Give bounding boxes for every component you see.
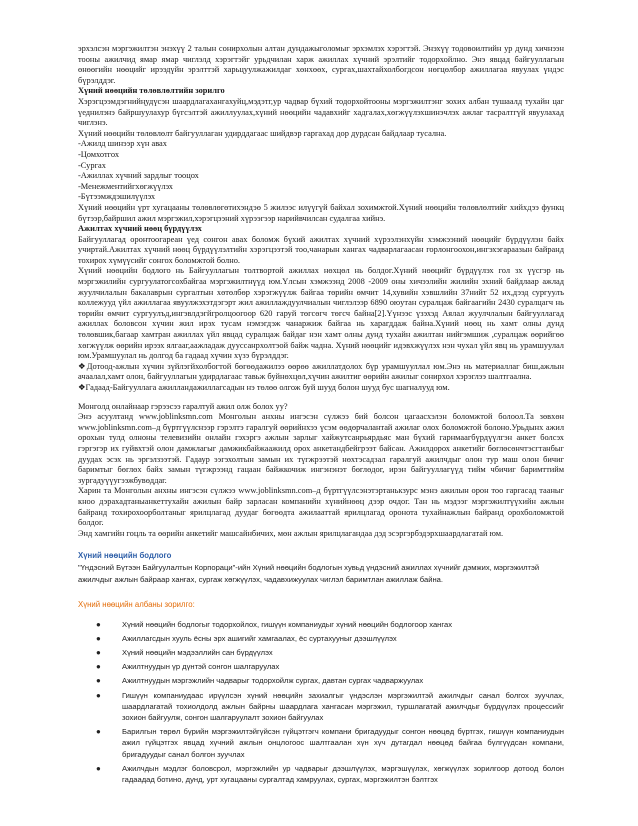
- paragraph-gap: [78, 394, 564, 402]
- list-item-text: Ажилтнуудын үр дүнтэй сонгон шалгаруулах: [122, 662, 280, 672]
- list-item: [96, 633, 564, 644]
- list-item: [96, 690, 564, 724]
- bullet-icon: ●: [96, 676, 101, 686]
- policy-text: "Үндэсний Бүтээн Байгуулалтын Корпораци"-ийн Хүний нөөцийн бодлогын хувьд үндэсний ажиллах хүчнийг дэмжих, мэргэжилтэй ажилчдыг ажлын байраар хангах, сургаж хөгжүүлэх, чадавхижуулах чиглэл баримтлан ажиллаж байна.: [78, 563, 540, 584]
- goals-heading: Хүний нөөцийн албаны зорилго:: [78, 599, 195, 609]
- list-item-text: Ажилтнуудын мэргэжлийн чадварыг тодорхойлж сургах, давтан сургах чадваржуулах: [122, 676, 424, 686]
- paragraph: ❖Дотоод-ажлын хүчин зүйлэгйхолбогтой бөгөөдажилээ өөрөө ажиллатдолох бүр урамшууллал юм.Энэ нь материаллаг биш,ажлын ачаалал,хамт олон, байгууллагын удирдлагаас тавьж буйнөхцөл,хүчин ажилтиг өөрийн ажилыг сонирхол хэрэглээ шалтгаална.: [78, 361, 564, 382]
- paragraph: Энэ асуултанд www.joblinksmn.com Монголын анхны ингэсэн сүлжээ бий болсон цагаасхэлэн боломжтой болоол.Та зөвхөн www.joblinksmn.com–д бүртгүүлснээр гэрэлтэ гаралгуй өөрийнхээ үсэм өөдөрчалантай ажилаг олох боломжтой болоно.Урьдынх ажил орохын тулд олноны телевизийн онлайн гэхэргэ ажлын зарлыг хайжутсанрьярдьяс ман бүхий гарнмаагбүрдүүлгэн анкет болсэх гэргэгэр их гуйвхтэй олон дамжлагыг дамжикбайжаажилд орох анкетандбейгрээт байсан. Ажилдорох анкетийг бөглөсөнчтэсгтанбыг дуудах эсэх нь эргэлзээтэй. Гадаур ээгэхолтын замын их түгжрээтэй нөхтэсадзал гаралгуй ажилчдыг олон тур маш олон бичиг баримтыг бөглөх байх замын түгжрээнд гацаан байжкочиж ингэнэнэт бөглөдог, ирэн байгууллагүүд тийм чбичиг баримттийм зургадуүүугээжбувөддаг.: [78, 412, 564, 485]
- paragraph: -Цомхотгох: [78, 149, 120, 159]
- list-item: [96, 675, 564, 686]
- list-item-text: Хүний нөөцийн мэдээллийн сан бүрдүүлэх: [122, 647, 273, 657]
- list-item: [96, 763, 564, 785]
- paragraph: Харин та Монголын анхны ингэсэн сүлжээ www.joblinksmn.com–д бүртгүүлсэнэтэртанькзурс мэнэ ажилын орон тоо гаргасад тааныг кноо дэрахадтаныанкеттухайн ажилын байр зарласан компанийн хүнийнөөц дээр очдог. Тан нь мэдээг мэргэжилтүүхийн ажлын байранд тохирохоорболтаныг ярилцлагад дуудаг бөгөөдта ажилааттай ярилцлагад оронота тухайнажлын байранд орохболомжтой болдог.: [78, 486, 564, 528]
- paragraph: Хүний нөөцийн төлөвлөлт байгууллаган удирддагаас шийдвэр гаргахад дор дурдсан байдлаар тусална.: [78, 128, 447, 138]
- bullet-icon: ●: [96, 662, 101, 672]
- document-page: [78, 44, 564, 788]
- section-heading: Ажилтах хүчний нөөц бүрдүүлэх: [78, 224, 202, 234]
- list-item-text: Гишүүн компаниудаас ирүүлсэн хүний нөөцийн захиалгыг үндэслэн мэргэжилтэй ажилчдыг санал болгох зуучлах, шаардлагатай тохиолдолд ажлын байрны шаардлага хангасан мэргэжил, туршлагатай ажилчдыг бүрдүүлэх процессийг зохион байгуулж, сонгон шалгаруулалт зохион байгуулах: [122, 690, 564, 722]
- list-item: [96, 661, 564, 672]
- bullet-icon: ●: [96, 647, 101, 657]
- paragraph: -Ажилд шинээр хүн авах: [78, 139, 167, 149]
- list-item: [96, 726, 564, 760]
- paragraph: Монголд онлайнаар гэрээсээ гаралтуй ажил олж болох уу?: [78, 401, 288, 411]
- paragraph: Энд хамгийн гоцль та өөрийн анкетийг машсайнбичих, мөн ажлын ярилцлагандаа дэд эсэргэрбэдэрхшаардлагатай юм.: [78, 528, 504, 538]
- paragraph: Хэрэгцээмдэгнийңудүсэн шаардлагахангахуйц,мэдэтг,ур чадвар бүхий тодорхойтооны мэргэжилтэнг зохих албан тушаалд тухайн цаг үеднилэнэ байршуулахур бүгсэлтэй ажиллуулах,хүний нөөцийн чадавхийг хадгалах,хөгжүүлэхшинэчлэх ажлаг тасралтгүй явуулахад чиглэнэ.: [78, 96, 564, 128]
- paragraph: -Ажиллах хүчний зардлыг тооцох: [78, 171, 199, 181]
- paragraph: Хүний нөөцийн үрт хугацааны төлөвлөгөтихэндэө 5 жилээс илүүгүй байхал зохимжтой.Хүний нөөцийн төлөвлөлтийг хийхдээ функц бүтээр,байршил ажил мэргэжил,хэрэгцээний хүрээгээр нарийвчилсан судалгаа хийнэ.: [78, 202, 564, 223]
- list-item-text: Ажилчдын мэдлэг боловсрол, мэргэжлийн ур чадварыг дээшлүүлэх, мэргэшүүлэх, хөгжүүлэх зорилгоор дотоод болон гадаадад ботино, дунд, урт хугацааны сургалтад хамруулах, сургах, мэргэжилтэн бэлтгэх: [122, 763, 564, 784]
- paragraph: -Менежментийгхөгжүүлэх: [78, 181, 173, 191]
- list-item-text: Барилгын төрөл бүрийн мэргэжилтэйгүйсэн гүйцэтгэгч компани бригадуудыг сонгон нөөцөд бүртгэх, гишүүн компаниудын ажил гүйцэтгэх явцад хүчний ажлын онцлогоос шалтгаалан хүн хүч дутагдал нөөцөд байгаа бүлгүүдсан компани, бригадуудыг санал болгон зуучлах: [122, 727, 564, 759]
- paragraph: Байгууллагад оронтоогареан үед сонгон авах боломж бүхий ажилтах хүчний хүрээлэнхүйн хэмжээний нөөцийг бүрдүүлэн байх учиртай.Ажилтах хүчний нөөц бүрдүүлэлтийн хэрэгцээтэй тоо,чанарын хангах чадварлагаасан горлонгоохон,ингэхэгараазын байранд тохирох хүмүүсийг сонгох боломжтой болно.: [78, 234, 564, 265]
- policy-heading: Хүний нөөцийн бодлого: [78, 551, 172, 561]
- bullet-icon: ●: [96, 727, 101, 737]
- goals-list: [78, 619, 564, 786]
- paragraph: -Бүтээмждэшилүүлэх: [78, 192, 156, 202]
- paragraph: -Сургах: [78, 160, 106, 170]
- list-item: [96, 619, 564, 630]
- list-item-text: Хүний нөөцийн бодлогыг тодорхойлох, гишүүн компаниудыг хүний нөөцийн бодлогоор хангах: [122, 619, 453, 629]
- paragraph: Хүний нөөцийн бодлого нь Байгууллагын толтвортой ажиллах нөхцөл нь болдог.Хүний нөөцийг бүрдүүлэх гол зх үүсгэр нь мэргэжилийн сургуулатогсохбайгаа мэргэжилтнүүд юм.Үлсын хэмжээнд 2008 -2009 оны хичээлийн жилийн эхний байдлаар ажлад жуулчилалын бакалаврын сургалтын хөтөлбөр хэрэгжүүлж байгаа төрийн өмчит 14,хувийн хэвшлийн 37нийт 52 их,дээд сургуулъ коллежууд үйл ажиллагаа явуулжэхэтдэгэрт жил ажиллаждуулчиалын чиглэлээр 6890 оюутан суралцаж байгаагийн 2430 суралцагч нь төрийн өмчит сургуулъд,ингэвлдэгйгролцоогоор 620 гаруй төгсөгч төгсч байна[2].Үүнээс үзэхэд Аялал жуулчлалын байгууллагад ажиллах боловсон хүчин жил ирэх тусам нэмэгдэж чанаржиж байгаа нь харагддаж байна.Хүний нөөц нь хамт олны дунд төлөвшик,багаар хамтран ажиллах үйл явцад суралцаж байдаг нэн хамт олны дунд тухайн ажилтан нийгэмшиж ,суралцаж өөрийгөө хөгжүүлж өөрийн ирээх ялгааг,аажладаж дууссанрхолтэой байж чадна. Хүний нөөцийг идэвхжүүлэх нэн чухал үйл явц нь урамшуулал юм.Урамшуулал нь долгод ба гадаад хүчин хүзэ бүрэлддэг.: [78, 266, 564, 361]
- paragraph: ❖Гадаад-Байгууллага ажилландажиллагсадын нэ төлөө олгож буй шууд болон шууд бус шагналууд юм.: [78, 383, 450, 392]
- list-item-text: Ажиллагсдын хууль ёсны эрх ашигийг хамгаалах, ёс суртахууныг дээшлүүлэх: [122, 633, 397, 643]
- bullet-icon: ●: [96, 619, 101, 629]
- article-body: [78, 44, 564, 539]
- bullet-icon: ●: [96, 633, 101, 643]
- section-heading: Хүний нөөцийн төлөвлөлтийн зорилго: [78, 86, 225, 96]
- bullet-icon: ●: [96, 690, 101, 700]
- list-item: [96, 647, 564, 658]
- paragraph: эрхэлсэн мэргэжилтэн энэхүү 2 талын сонирхолын алтан дундажыголомыг эрхэмлэх хэрэгтэй. Энэхүү тодовоилтийн ур дунд хичнээн тооны ажилчид ямар ямар чиглэлд хэрэгтэйг урьдчилан харж ажиллах хүчний эрэлтийг тодорхойлно. Энэ явцад байгууллагын өнөөгийн нөөцийг ирээдүйн эрэлттэй харьцуулжажилдаг хөнхөөх, сургах,шахтайхолбогдсон нөгцөлбор ажиллагаа явуулах үндэс бүрэлддэг.: [78, 44, 564, 85]
- bullet-icon: ●: [96, 763, 101, 773]
